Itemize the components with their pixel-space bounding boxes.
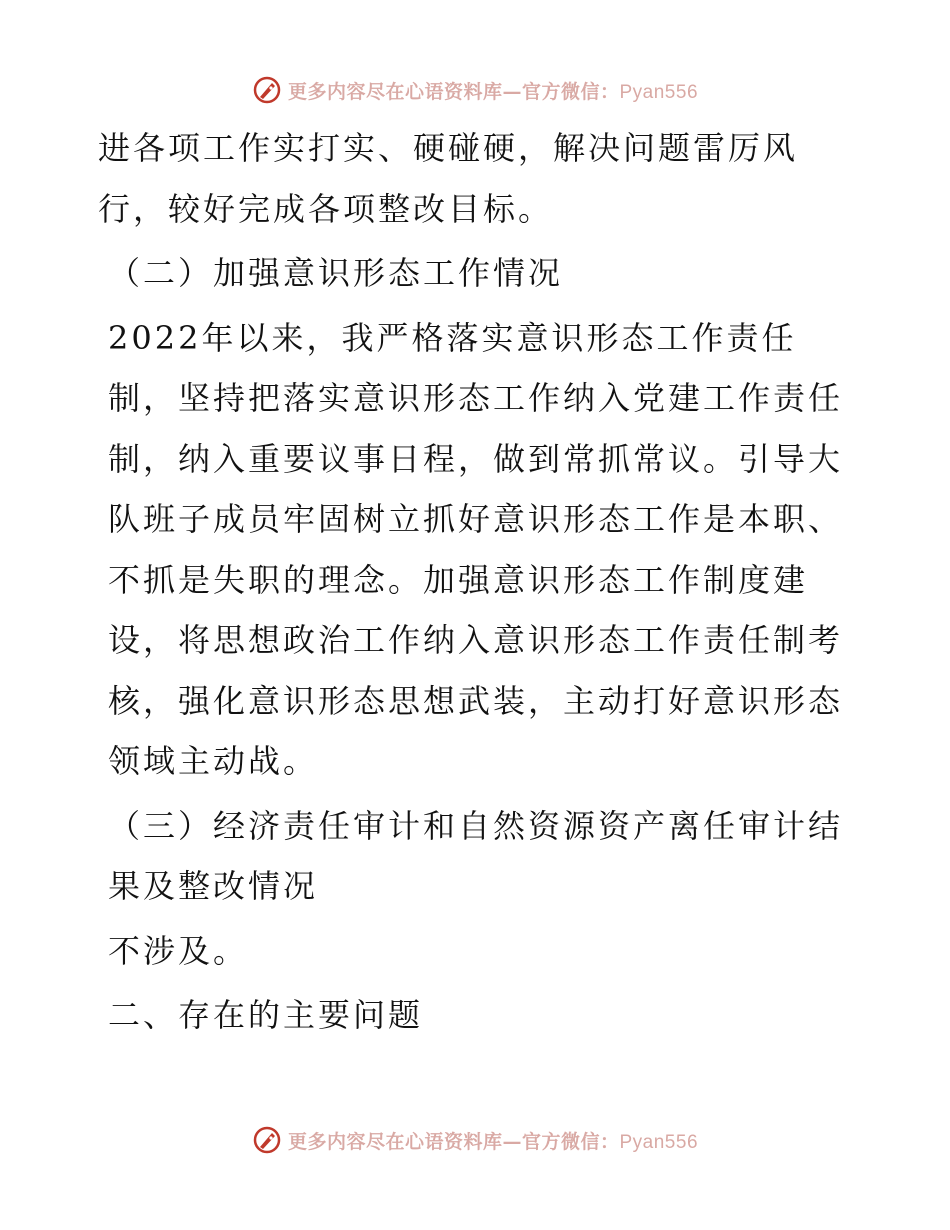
document-body — [98, 118, 858, 1046]
section-heading-3: （三）经济责任审计和自然资源资产离任审计结果及整改情况 — [108, 806, 844, 905]
section-heading-main-problems: 二、存在的主要问题 — [108, 996, 424, 1034]
watermark-top — [0, 70, 950, 110]
paragraph-ideology-work: 2022年以来，我严格落实意识形态工作责任制，坚持把落实意识形态工作纳入党建工作责任制，纳入重要议事日程，做到常抓常议。引导大队班子成员牢固树立抓好意识形态工作是本职、不抓是失职的理念。加强意识形态工作制度建设，将思想政治工作纳入意识形态工作责任制考核，强化意识形态思想武装，主动打好意识形态领域主动战。 — [108, 318, 844, 780]
watermark-bottom — [0, 1120, 950, 1160]
pen-nib-circle-icon — [252, 75, 282, 105]
pen-nib-circle-icon — [252, 1125, 282, 1155]
paragraph-not-applicable: 不涉及。 — [108, 931, 249, 970]
paragraph-continuation: 进各项工作实打实、硬碰硬，解决问题雷厉风行，较好完成各项整改目标。 — [98, 129, 799, 228]
section-heading-2: （二）加强意识形态工作情况 — [108, 254, 564, 292]
watermark-text: 更多内容尽在心语资料库—官方微信：Pyan556 — [287, 80, 699, 103]
watermark-text: 更多内容尽在心语资料库—官方微信：Pyan556 — [287, 1130, 699, 1153]
